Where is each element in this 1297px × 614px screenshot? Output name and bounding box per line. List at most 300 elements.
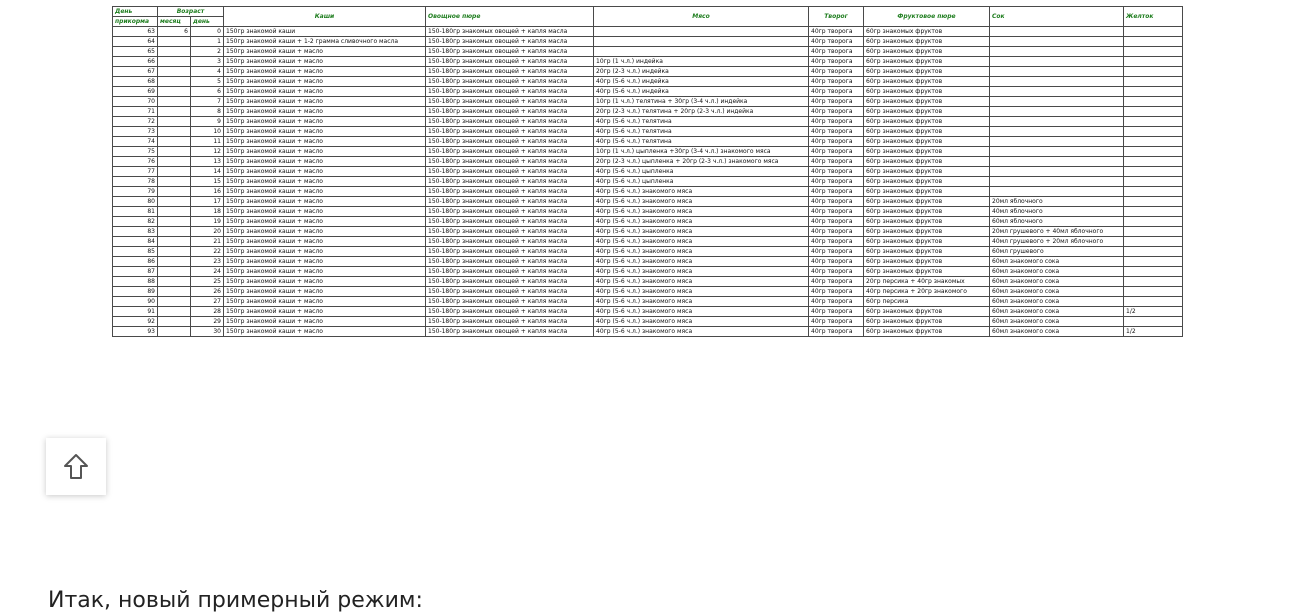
table-row [113, 207, 1183, 217]
cell-juice [990, 157, 1124, 167]
cell-veg: 150-180гр знакомых овощей + капля масла [426, 57, 594, 67]
cell-day: 69 [113, 87, 158, 97]
cell-age-day: 17 [191, 197, 224, 207]
cell-meat: 40гр (5-6 ч.л.) знакомого мяса [594, 207, 809, 217]
cell-yolk [1124, 237, 1183, 247]
cell-porridge: 150гр знакомой каши + масло [224, 327, 426, 337]
cell-age-day: 3 [191, 57, 224, 67]
table-row [113, 57, 1183, 67]
cell-age-day: 21 [191, 237, 224, 247]
cell-veg: 150-180гр знакомых овощей + капля масла [426, 257, 594, 267]
cell-yolk [1124, 97, 1183, 107]
feeding-table-image [112, 6, 1182, 337]
cell-juice [990, 27, 1124, 37]
cell-age-day: 6 [191, 87, 224, 97]
cell-fruit: 60гр знакомых фруктов [864, 137, 990, 147]
cell-day: 73 [113, 127, 158, 137]
cell-month [158, 237, 191, 247]
cell-yolk [1124, 37, 1183, 47]
cell-cottage: 40гр творога [809, 37, 864, 47]
cell-month [158, 97, 191, 107]
cell-cottage: 40гр творога [809, 67, 864, 77]
cell-cottage: 40гр творога [809, 137, 864, 147]
cell-meat: 40гр (5-6 ч.л.) знакомого мяса [594, 197, 809, 207]
cell-juice: 60мл яблочного [990, 217, 1124, 227]
cell-porridge: 150гр знакомой каши + масло [224, 117, 426, 127]
cell-yolk [1124, 207, 1183, 217]
cell-veg: 150-180гр знакомых овощей + капля масла [426, 327, 594, 337]
cell-porridge: 150гр знакомой каши + масло [224, 67, 426, 77]
cell-veg: 150-180гр знакомых овощей + капля масла [426, 197, 594, 207]
cell-juice [990, 97, 1124, 107]
cell-porridge: 150гр знакомой каши + масло [224, 247, 426, 257]
cell-cottage: 40гр творога [809, 297, 864, 307]
cell-fruit: 60гр знакомых фруктов [864, 117, 990, 127]
cell-fruit: 60гр знакомых фруктов [864, 267, 990, 277]
cell-yolk [1124, 47, 1183, 57]
cell-month [158, 67, 191, 77]
table-row [113, 217, 1183, 227]
cell-cottage: 40гр творога [809, 57, 864, 67]
cell-porridge: 150гр знакомой каши + масло [224, 317, 426, 327]
cell-meat: 40гр (5-6 ч.л.) знакомого мяса [594, 287, 809, 297]
cell-month [158, 197, 191, 207]
cell-yolk [1124, 117, 1183, 127]
cell-age-day: 4 [191, 67, 224, 77]
cell-porridge: 150гр знакомой каши + масло [224, 97, 426, 107]
cell-porridge: 150гр знакомой каши [224, 27, 426, 37]
cell-fruit: 40гр персика + 20гр знакомого [864, 287, 990, 297]
cell-month [158, 37, 191, 47]
table-row [113, 107, 1183, 117]
cell-porridge: 150гр знакомой каши + масло [224, 137, 426, 147]
cell-day: 90 [113, 297, 158, 307]
cell-porridge: 150гр знакомой каши + масло [224, 207, 426, 217]
cell-juice: 60мл знакомого сока [990, 297, 1124, 307]
cell-fruit: 60гр знакомых фруктов [864, 87, 990, 97]
cell-cottage: 40гр творога [809, 287, 864, 297]
cell-yolk [1124, 27, 1183, 37]
cell-yolk [1124, 227, 1183, 237]
cell-fruit: 60гр знакомых фруктов [864, 197, 990, 207]
cell-yolk [1124, 137, 1183, 147]
header-yolk: Желток [1124, 7, 1183, 27]
cell-month [158, 247, 191, 257]
cell-meat: 40гр (5-6 ч.л.) знакомого мяса [594, 187, 809, 197]
cell-day: 85 [113, 247, 158, 257]
cell-juice [990, 77, 1124, 87]
cell-meat: 40гр (5-6 ч.л.) индейка [594, 87, 809, 97]
cell-yolk [1124, 177, 1183, 187]
cell-fruit: 60гр знакомых фруктов [864, 47, 990, 57]
cell-day: 65 [113, 47, 158, 57]
cell-veg: 150-180гр знакомых овощей + капля масла [426, 307, 594, 317]
cell-meat: 40гр (5-6 ч.л.) знакомого мяса [594, 257, 809, 267]
cell-veg: 150-180гр знакомых овощей + капля масла [426, 237, 594, 247]
cell-porridge: 150гр знакомой каши + масло [224, 307, 426, 317]
cell-age-day: 28 [191, 307, 224, 317]
cell-juice [990, 177, 1124, 187]
cell-month [158, 307, 191, 317]
cell-month [158, 117, 191, 127]
cell-fruit: 60гр знакомых фруктов [864, 157, 990, 167]
cell-cottage: 40гр творога [809, 207, 864, 217]
paragraph-text: Итак, новый примерный режим: [48, 588, 423, 613]
cell-day: 89 [113, 287, 158, 297]
cell-veg: 150-180гр знакомых овощей + капля масла [426, 97, 594, 107]
cell-day: 66 [113, 57, 158, 67]
cell-month [158, 87, 191, 97]
cell-juice: 20мл грушевого + 40мл яблочного [990, 227, 1124, 237]
cell-day: 67 [113, 67, 158, 77]
cell-juice: 20мл яблочного [990, 197, 1124, 207]
cell-age-day: 25 [191, 277, 224, 287]
header-day-line2: прикорма [113, 17, 158, 27]
cell-cottage: 40гр творога [809, 157, 864, 167]
cell-fruit: 60гр знакомых фруктов [864, 167, 990, 177]
cell-fruit: 60гр знакомых фруктов [864, 177, 990, 187]
cell-juice: 60мл знакомого сока [990, 327, 1124, 337]
header-months: месяц [158, 17, 191, 27]
cell-month: 6 [158, 27, 191, 37]
cell-juice [990, 107, 1124, 117]
cell-juice: 60мл знакомого сока [990, 317, 1124, 327]
cell-meat: 40гр (5-6 ч.л.) знакомого мяса [594, 247, 809, 257]
cell-meat: 40гр (5-6 ч.л.) цыпленка [594, 167, 809, 177]
table-row [113, 167, 1183, 177]
cell-juice [990, 127, 1124, 137]
cell-month [158, 107, 191, 117]
cell-fruit: 60гр знакомых фруктов [864, 77, 990, 87]
cell-porridge: 150гр знакомой каши + масло [224, 237, 426, 247]
cell-day: 72 [113, 117, 158, 127]
cell-juice: 60мл знакомого сока [990, 277, 1124, 287]
cell-porridge: 150гр знакомой каши + масло [224, 77, 426, 87]
cell-age-day: 2 [191, 47, 224, 57]
header-juice: Сок [990, 7, 1124, 27]
cell-yolk: 1/2 [1124, 307, 1183, 317]
cell-meat [594, 27, 809, 37]
cell-juice [990, 167, 1124, 177]
cell-fruit: 20гр персика + 40гр знакомых [864, 277, 990, 287]
cell-cottage: 40гр творога [809, 47, 864, 57]
table-row [113, 137, 1183, 147]
table-row [113, 267, 1183, 277]
cell-yolk [1124, 247, 1183, 257]
cell-day: 87 [113, 267, 158, 277]
cell-veg: 150-180гр знакомых овощей + капля масла [426, 177, 594, 187]
cell-cottage: 40гр творога [809, 267, 864, 277]
cell-age-day: 19 [191, 217, 224, 227]
cell-veg: 150-180гр знакомых овощей + капля масла [426, 277, 594, 287]
cell-day: 93 [113, 327, 158, 337]
cell-yolk [1124, 67, 1183, 77]
cell-day: 63 [113, 27, 158, 37]
cell-meat: 40гр (5-6 ч.л.) телятина [594, 117, 809, 127]
cell-porridge: 150гр знакомой каши + масло [224, 257, 426, 267]
cell-day: 79 [113, 187, 158, 197]
cell-juice: 60мл знакомого сока [990, 287, 1124, 297]
cell-age-day: 16 [191, 187, 224, 197]
cell-age-day: 11 [191, 137, 224, 147]
table-row [113, 187, 1183, 197]
cell-meat: 40гр (5-6 ч.л.) знакомого мяса [594, 327, 809, 337]
cell-age-day: 14 [191, 167, 224, 177]
cell-veg: 150-180гр знакомых овощей + капля масла [426, 27, 594, 37]
cell-yolk [1124, 167, 1183, 177]
cell-yolk [1124, 297, 1183, 307]
cell-age-day: 30 [191, 327, 224, 337]
cell-month [158, 327, 191, 337]
cell-meat: 40гр (5-6 ч.л.) знакомого мяса [594, 307, 809, 317]
cell-porridge: 150гр знакомой каши + масло [224, 157, 426, 167]
header-age: Возраст [158, 7, 224, 17]
cell-cottage: 40гр творога [809, 167, 864, 177]
cell-yolk [1124, 57, 1183, 67]
cell-month [158, 137, 191, 147]
cell-age-day: 20 [191, 227, 224, 237]
cell-month [158, 77, 191, 87]
cell-veg: 150-180гр знакомых овощей + капля масла [426, 147, 594, 157]
cell-fruit: 60гр знакомых фруктов [864, 67, 990, 77]
table-row [113, 197, 1183, 207]
cell-fruit: 60гр знакомых фруктов [864, 217, 990, 227]
cell-cottage: 40гр творога [809, 317, 864, 327]
cell-age-day: 1 [191, 37, 224, 47]
cell-cottage: 40гр творога [809, 327, 864, 337]
cell-meat: 40гр (5-6 ч.л.) телятина [594, 137, 809, 147]
cell-fruit: 60гр знакомых фруктов [864, 107, 990, 117]
cell-juice [990, 87, 1124, 97]
cell-veg: 150-180гр знакомых овощей + капля масла [426, 167, 594, 177]
cell-cottage: 40гр творога [809, 247, 864, 257]
cell-cottage: 40гр творога [809, 307, 864, 317]
cell-age-day: 27 [191, 297, 224, 307]
table-row [113, 317, 1183, 327]
cell-age-day: 5 [191, 77, 224, 87]
cell-porridge: 150гр знакомой каши + масло [224, 227, 426, 237]
cell-month [158, 187, 191, 197]
cell-age-day: 23 [191, 257, 224, 267]
cell-yolk [1124, 77, 1183, 87]
table-row [113, 127, 1183, 137]
cell-yolk: 1/2 [1124, 327, 1183, 337]
table-row [113, 87, 1183, 97]
cell-day: 82 [113, 217, 158, 227]
cell-day: 70 [113, 97, 158, 107]
table-row [113, 67, 1183, 77]
cell-day: 76 [113, 157, 158, 167]
cell-veg: 150-180гр знакомых овощей + капля масла [426, 247, 594, 257]
cell-month [158, 297, 191, 307]
cell-month [158, 127, 191, 137]
cell-porridge: 150гр знакомой каши + масло [224, 217, 426, 227]
cell-yolk [1124, 317, 1183, 327]
cell-age-day: 9 [191, 117, 224, 127]
cell-day: 74 [113, 137, 158, 147]
header-fruit: Фруктовое пюре [864, 7, 990, 27]
cell-cottage: 40гр творога [809, 257, 864, 267]
cell-cottage: 40гр творога [809, 147, 864, 157]
arrow-up-icon [61, 452, 91, 482]
cell-fruit: 60гр знакомых фруктов [864, 127, 990, 137]
cell-day: 77 [113, 167, 158, 177]
cell-cottage: 40гр творога [809, 277, 864, 287]
cell-day: 88 [113, 277, 158, 287]
cell-porridge: 150гр знакомой каши + масло [224, 297, 426, 307]
table-row [113, 117, 1183, 127]
cell-juice [990, 67, 1124, 77]
cell-meat [594, 37, 809, 47]
cell-age-day: 29 [191, 317, 224, 327]
cell-veg: 150-180гр знакомых овощей + капля масла [426, 67, 594, 77]
cell-age-day: 7 [191, 97, 224, 107]
cell-veg: 150-180гр знакомых овощей + капля масла [426, 297, 594, 307]
cell-age-day: 26 [191, 287, 224, 297]
cell-fruit: 60гр знакомых фруктов [864, 97, 990, 107]
header-days: день [191, 17, 224, 27]
cell-porridge: 150гр знакомой каши + масло [224, 87, 426, 97]
table-row [113, 327, 1183, 337]
cell-age-day: 24 [191, 267, 224, 277]
cell-age-day: 22 [191, 247, 224, 257]
cell-cottage: 40гр творога [809, 227, 864, 237]
cell-juice [990, 137, 1124, 147]
cell-yolk [1124, 87, 1183, 97]
cell-yolk [1124, 257, 1183, 267]
cell-cottage: 40гр творога [809, 27, 864, 37]
table-row [113, 77, 1183, 87]
cell-juice: 40мл грушевого + 20мл яблочного [990, 237, 1124, 247]
cell-month [158, 257, 191, 267]
cell-juice: 60мл грушевого [990, 247, 1124, 257]
table-row [113, 247, 1183, 257]
cell-veg: 150-180гр знакомых овощей + капля масла [426, 227, 594, 237]
cell-day: 68 [113, 77, 158, 87]
cell-veg: 150-180гр знакомых овощей + капля масла [426, 137, 594, 147]
cell-fruit: 60гр знакомых фруктов [864, 227, 990, 237]
cell-yolk [1124, 187, 1183, 197]
cell-juice: 60мл знакомого сока [990, 267, 1124, 277]
cell-day: 86 [113, 257, 158, 267]
cell-yolk [1124, 107, 1183, 117]
cell-fruit: 60гр знакомых фруктов [864, 187, 990, 197]
cell-meat: 40гр (5-6 ч.л.) телятина [594, 127, 809, 137]
cell-porridge: 150гр знакомой каши + масло [224, 177, 426, 187]
cell-meat: 40гр (5-6 ч.л.) знакомого мяса [594, 227, 809, 237]
cell-month [158, 57, 191, 67]
cell-month [158, 177, 191, 187]
cell-veg: 150-180гр знакомых овощей + капля масла [426, 37, 594, 47]
scroll-to-top-button[interactable] [46, 438, 106, 495]
cell-porridge: 150гр знакомой каши + масло [224, 267, 426, 277]
table-row [113, 37, 1183, 47]
table-row [113, 297, 1183, 307]
header-veg: Овощное пюре [426, 7, 594, 27]
table-row [113, 177, 1183, 187]
cell-age-day: 15 [191, 177, 224, 187]
cell-fruit: 60гр знакомых фруктов [864, 257, 990, 267]
cell-age-day: 0 [191, 27, 224, 37]
cell-month [158, 47, 191, 57]
table-row [113, 287, 1183, 297]
cell-month [158, 277, 191, 287]
table-row [113, 27, 1183, 37]
cell-cottage: 40гр творога [809, 87, 864, 97]
table-row [113, 227, 1183, 237]
table-row [113, 97, 1183, 107]
cell-juice: 40мл яблочного [990, 207, 1124, 217]
cell-meat: 40гр (5-6 ч.л.) знакомого мяса [594, 217, 809, 227]
cell-yolk [1124, 217, 1183, 227]
table-row [113, 157, 1183, 167]
cell-month [158, 207, 191, 217]
header-porridge: Каши [224, 7, 426, 27]
cell-meat: 40гр (5-6 ч.л.) знакомого мяса [594, 237, 809, 247]
cell-fruit: 60гр знакомых фруктов [864, 327, 990, 337]
cell-age-day: 13 [191, 157, 224, 167]
cell-age-day: 12 [191, 147, 224, 157]
cell-juice: 60мл знакомого сока [990, 307, 1124, 317]
cell-porridge: 150гр знакомой каши + масло [224, 277, 426, 287]
cell-porridge: 150гр знакомой каши + масло [224, 167, 426, 177]
table-row [113, 147, 1183, 157]
cell-veg: 150-180гр знакомых овощей + капля масла [426, 317, 594, 327]
cell-cottage: 40гр творога [809, 107, 864, 117]
cell-veg: 150-180гр знакомых овощей + капля масла [426, 127, 594, 137]
cell-meat: 40гр (5-6 ч.л.) знакомого мяса [594, 297, 809, 307]
cell-meat: 10гр (1 ч.л.) индейка [594, 57, 809, 67]
cell-cottage: 40гр творога [809, 237, 864, 247]
cell-month [158, 317, 191, 327]
cell-month [158, 217, 191, 227]
feeding-table [112, 6, 1183, 337]
cell-porridge: 150гр знакомой каши + масло [224, 47, 426, 57]
cell-fruit: 60гр знакомых фруктов [864, 147, 990, 157]
cell-month [158, 167, 191, 177]
cell-age-day: 10 [191, 127, 224, 137]
cell-cottage: 40гр творога [809, 217, 864, 227]
cell-porridge: 150гр знакомой каши + масло [224, 107, 426, 117]
cell-day: 91 [113, 307, 158, 317]
cell-veg: 150-180гр знакомых овощей + капля масла [426, 77, 594, 87]
cell-porridge: 150гр знакомой каши + масло [224, 127, 426, 137]
cell-juice: 60мл знакомого сока [990, 257, 1124, 267]
cell-juice [990, 37, 1124, 47]
cell-cottage: 40гр творога [809, 177, 864, 187]
cell-porridge: 150гр знакомой каши + масло [224, 187, 426, 197]
header-meat: Мясо [594, 7, 809, 27]
cell-meat: 40гр (5-6 ч.л.) цыпленка [594, 177, 809, 187]
cell-fruit: 60гр знакомых фруктов [864, 237, 990, 247]
cell-yolk [1124, 197, 1183, 207]
table-row [113, 277, 1183, 287]
cell-fruit: 60гр знакомых фруктов [864, 57, 990, 67]
cell-day: 75 [113, 147, 158, 157]
cell-meat: 20гр (2-3 ч.л.) индейка [594, 67, 809, 77]
cell-cottage: 40гр творога [809, 97, 864, 107]
cell-age-day: 8 [191, 107, 224, 117]
cell-day: 81 [113, 207, 158, 217]
cell-age-day: 18 [191, 207, 224, 217]
cell-meat: 40гр (5-6 ч.л.) знакомого мяса [594, 317, 809, 327]
cell-yolk [1124, 157, 1183, 167]
cell-fruit: 60гр знакомых фруктов [864, 27, 990, 37]
cell-juice [990, 47, 1124, 57]
cell-veg: 150-180гр знакомых овощей + капля масла [426, 267, 594, 277]
cell-yolk [1124, 147, 1183, 157]
cell-porridge: 150гр знакомой каши + масло [224, 147, 426, 157]
